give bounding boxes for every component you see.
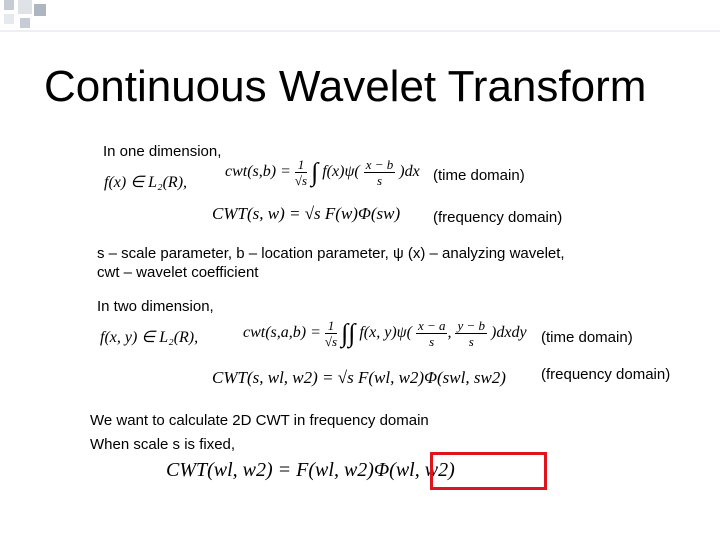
slide-title: Continuous Wavelet Transform [44,62,647,111]
one-dim-frequency-domain-label: (frequency domain) [433,209,563,226]
eq1-lhs: cwt(s,b) = [225,163,291,181]
equation-2d-domain: f(x, y) ∈ L₂(R), [100,329,199,346]
highlight-box [430,452,547,490]
one-dim-time-domain-label: (time domain) [433,167,525,184]
equation-2d-frequency: CWT(s, wl, w2) = √s F(wl, w2)Φ(swl, sw2) [212,368,506,387]
equation-1d-domain: f(x) ∈ L₂(R), [104,174,188,191]
parameter-description-line-2: cwt – wavelet coefficient [97,264,259,281]
eq3-argument-fraction-x: $\frac{x - a}{s}$ [417,318,446,349]
eq1-body: f(x)ψ( [322,163,360,181]
eq3-prefactor: $\frac{1}{√s}$ [324,318,338,349]
equation-fixed-scale: CWT(wl, w2) = F(wl, w2)Φ(wl, w2) [166,459,455,481]
equation-1d-frequency: CWT(s, w) = √s F(w)Φ(sw) [212,204,401,223]
double-integral-sign: ∫∫ [341,318,356,348]
eq3-body: f(x, y)ψ( [359,324,412,342]
parameter-description-line-1: s – scale parameter, b – location parameter, ψ (x) – analyzing wavelet, [97,245,565,262]
eq3-lhs: cwt(s,a,b) = [243,324,321,342]
two-dim-time-domain-label: (time domain) [541,329,633,346]
integral-sign: ∫ [311,157,319,187]
equation-2d-cwt: cwt(s,a,b) = $\frac{1}{√s}$ ∫∫ f(x, y)ψ( $\frac{x - a}{s}$ , $\frac{y - b}{s}$ )dxdy [243,318,527,349]
two-dimension-intro: In two dimension, [97,298,214,315]
eq1-argument-fraction: $\frac{x - b}{s}$ [365,157,394,188]
eq1-prefactor: $\frac{1}{√s}$ [294,157,308,188]
eq1-tail: )dx [399,163,420,181]
one-dimension-intro: In one dimension, [103,143,222,160]
equation-1d-cwt [225,157,420,188]
eq3-argument-fraction-y: $\frac{y - b}{s}$ [457,318,486,349]
goal-line-2: When scale s is fixed, [90,436,236,453]
corner-square-decoration [0,0,720,40]
eq3-tail: )dxdy [491,324,527,342]
two-dim-frequency-domain-label: (frequency domain) [541,366,671,383]
goal-line-1: We want to calculate 2D CWT in frequency domain [90,412,429,429]
